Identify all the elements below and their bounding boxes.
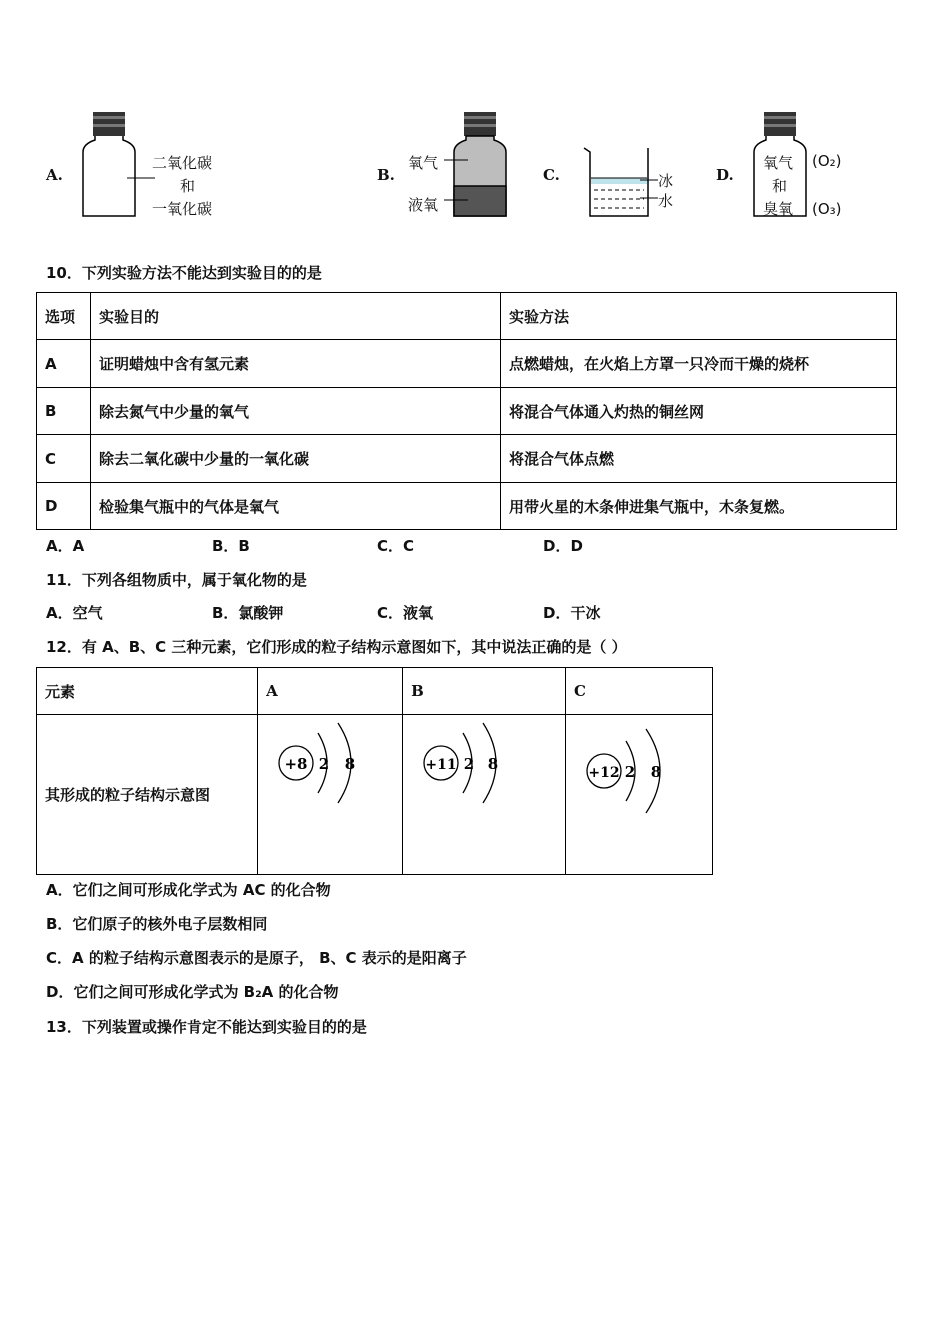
q11-choice-a: A．空气: [46, 604, 103, 622]
table-cell: 将混合气体点燃: [501, 435, 897, 483]
q10-title: 10．下列实验方法不能达到实验目的的是: [46, 264, 322, 282]
table-cell: [403, 715, 566, 875]
figure-b-label-bottom: 液氧: [408, 196, 439, 214]
table-row: [37, 435, 897, 483]
table-row: [37, 483, 897, 530]
atom-diagram-c: [566, 715, 712, 874]
figure-c-letter: C.: [543, 166, 560, 184]
figure-a-label-1: 二氧化碳: [152, 154, 213, 172]
figure-c-label-bottom: 水: [658, 192, 674, 210]
table-cell: [566, 715, 713, 875]
table-header-cell: 实验方法: [501, 293, 897, 340]
table-row: [37, 340, 897, 388]
table-cell: B: [37, 388, 91, 435]
q12-option-b: B．它们原子的核外电子层数相同: [46, 915, 268, 933]
figure-d-formula-o2: (O₂): [812, 152, 842, 170]
figure-d-letter: D.: [716, 166, 734, 184]
atom-diagram-a: [258, 715, 398, 874]
q13-title: 13．下列装置或操作肯定不能达到实验目的的是: [46, 1018, 367, 1036]
table-cell: D: [37, 483, 91, 530]
table-cell: 证明蜡烛中含有氢元素: [91, 340, 501, 388]
q12-option-a: A．它们之间可形成化学式为 AC 的化合物: [46, 881, 331, 899]
table-cell: 用带火星的木条伸进集气瓶中，木条复燃。: [501, 483, 897, 530]
table-header-cell: 实验目的: [91, 293, 501, 340]
figure-b-bottle: [444, 110, 514, 222]
table-header-row: [37, 293, 897, 340]
q12-option-c: C．A 的粒子结构示意图表示的是原子， B、C 表示的是阳离子: [46, 949, 467, 967]
nucleus-label: +8: [284, 755, 308, 773]
q10-choice-b: B．B: [212, 537, 250, 555]
shell-label: 8: [650, 763, 662, 781]
q11-choice-c: C．液氧: [377, 604, 434, 622]
table-header-row: [37, 668, 713, 715]
table-header-cell: B: [403, 668, 566, 715]
table-cell: C: [37, 435, 91, 483]
figure-b-letter: B.: [377, 166, 395, 184]
atom-diagram-b: [403, 715, 549, 874]
figure-a-bottle: [75, 110, 155, 222]
table-cell: 点燃蜡烛，在火焰上方罩一只冷而干燥的烧杯: [501, 340, 897, 388]
q12-table: [36, 667, 713, 875]
nucleus-label: +11: [425, 757, 457, 773]
table-row: [37, 715, 713, 875]
table-cell: 除去氮气中少量的氧气: [91, 388, 501, 435]
figure-d-label-3: 臭氧: [763, 200, 794, 218]
table-cell: [258, 715, 403, 875]
figure-d-label-2: 和: [772, 177, 788, 195]
shell-label: 2: [463, 755, 475, 773]
q10-choice-d: D．D: [543, 537, 583, 555]
q10-choice-c: C．C: [377, 537, 415, 555]
figure-a-label-3: 一氧化碳: [152, 200, 213, 218]
table-header-cell: 元素: [37, 668, 258, 715]
q10-table: [36, 292, 897, 530]
table-cell: 将混合气体通入灼热的铜丝网: [501, 388, 897, 435]
figure-c-label-top: 冰: [658, 172, 674, 190]
table-cell: A: [37, 340, 91, 388]
shell-label: 2: [318, 755, 330, 773]
shell-label: 8: [344, 755, 356, 773]
q11-title: 11．下列各组物质中，属于氧化物的是: [46, 571, 307, 589]
q10-choice-a: A．A: [46, 537, 85, 555]
table-header-cell: 选项: [37, 293, 91, 340]
table-header-cell: A: [258, 668, 403, 715]
q11-choice-d: D．干冰: [543, 604, 601, 622]
figure-d-formula-o3: (O₃): [812, 200, 842, 218]
nucleus-label: +12: [588, 765, 620, 781]
figure-d-label-1: 氧气: [763, 154, 794, 172]
q12-option-d: D．它们之间可形成化学式为 B₂A 的化合物: [46, 983, 339, 1001]
shell-label: 8: [487, 755, 499, 773]
q12-title: 12．有 A、B、C 三种元素，它们形成的粒子结构示意图如下，其中说法正确的是（ ）: [46, 638, 627, 656]
figure-a-label-2: 和: [180, 177, 196, 195]
table-header-cell: C: [566, 668, 713, 715]
q11-choice-b: B．氯酸钾: [212, 604, 284, 622]
table-cell: 除去二氧化碳中少量的一氧化碳: [91, 435, 501, 483]
table-cell: 其形成的粒子结构示意图: [37, 715, 258, 875]
table-cell: 检验集气瓶中的气体是氧气: [91, 483, 501, 530]
figure-a-letter: A.: [46, 166, 63, 184]
table-row: [37, 388, 897, 435]
figure-b-label-top: 氧气: [408, 154, 439, 172]
shell-label: 2: [624, 763, 636, 781]
